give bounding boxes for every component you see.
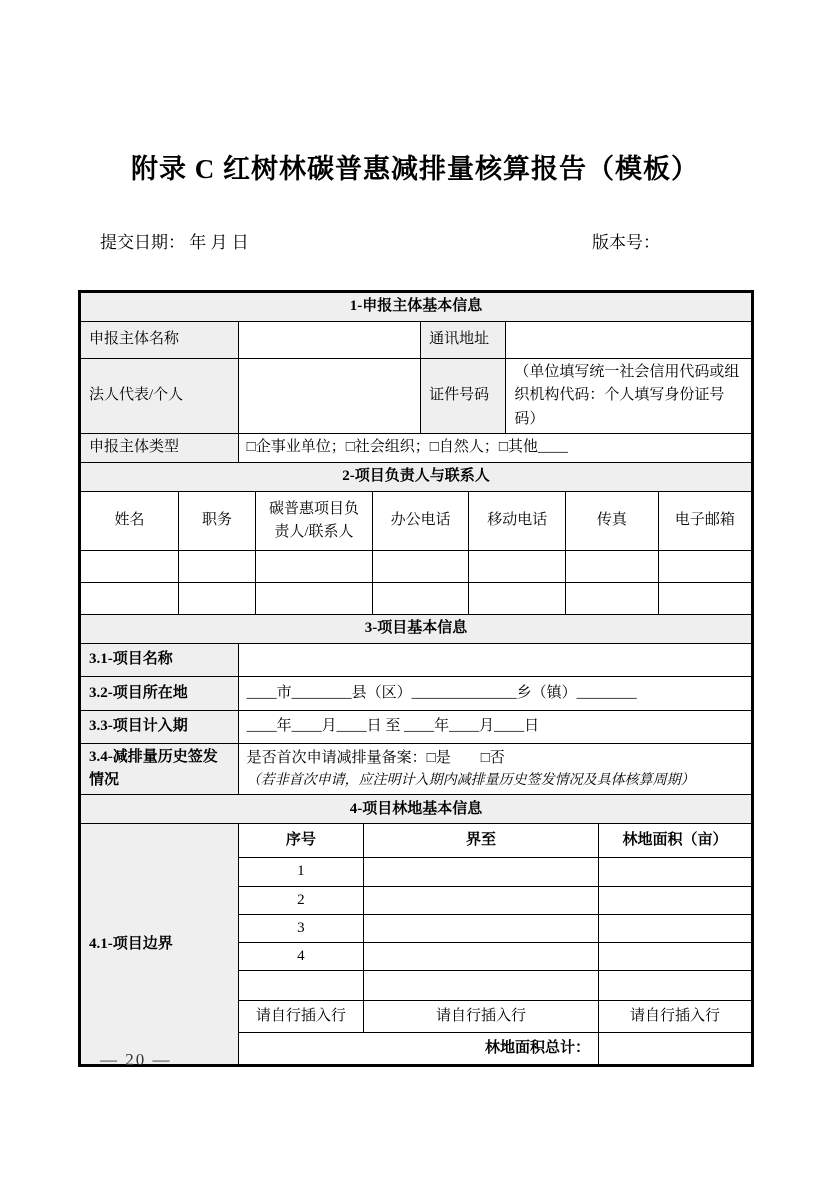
- table-cell-empty: [598, 886, 751, 914]
- first-application-checkboxes: 是否首次申请减排量备案：□是 □否: [246, 749, 505, 766]
- version-label: 版本号：: [592, 233, 660, 252]
- table-cell-empty: [364, 858, 599, 886]
- col-project-contact: 碳普惠项目负责人/联系人: [256, 491, 373, 550]
- project-name-label: 3.1-项目名称: [81, 643, 239, 676]
- applicant-type-options: □企事业单位；□社会组织；□自然人；□其他____: [238, 433, 751, 462]
- section4-header: 4-项目林地基本信息: [81, 795, 752, 824]
- row-number: 3: [238, 914, 363, 942]
- mailing-address-label: 通讯地址: [421, 322, 506, 359]
- table-cell-empty: [658, 550, 751, 582]
- col-forest-area: 林地面积（亩）: [598, 824, 751, 858]
- issuance-history-note: （若非首次申请，应注明计入期内减排量历史签发情况及具体核算周期）: [246, 772, 695, 788]
- section1-table: [80, 292, 752, 463]
- insert-row-hint: 请自行插入行: [598, 1001, 751, 1033]
- col-position: 职务: [178, 491, 255, 550]
- col-office-phone: 办公电话: [372, 491, 469, 550]
- table-cell-empty: [469, 550, 566, 582]
- col-email: 电子邮箱: [658, 491, 751, 550]
- table-cell-empty: [469, 582, 566, 614]
- page-number: — 20 —: [100, 1050, 172, 1069]
- project-location-label: 3.2-项目所在地: [81, 676, 239, 710]
- col-mobile-phone: 移动电话: [469, 491, 566, 550]
- table-cell-empty: [256, 582, 373, 614]
- issuance-history-content: [238, 743, 751, 795]
- col-name: 姓名: [81, 491, 179, 550]
- col-fax: 传真: [566, 491, 659, 550]
- section2-header: 2-项目负责人与联系人: [81, 462, 752, 491]
- applicant-name-value: [238, 322, 421, 359]
- legal-rep-value: [238, 359, 421, 434]
- submit-date-label: 提交日期： 年 月 日: [100, 233, 249, 252]
- table-cell-empty: [372, 582, 469, 614]
- row-number: 2: [238, 886, 363, 914]
- total-area-value: [598, 1033, 751, 1065]
- table-cell-empty: [598, 858, 751, 886]
- mailing-address-value: [506, 322, 752, 359]
- insert-row-hint: 请自行插入行: [364, 1001, 599, 1033]
- id-number-note: （单位填写统一社会信用代码或组织机构代码：个人填写身份证号码）: [506, 359, 752, 434]
- section2-table: [80, 462, 752, 615]
- project-location-value: ____市________县（区）______________乡（镇）________: [238, 676, 751, 710]
- applicant-name-label: 申报主体名称: [81, 322, 239, 359]
- row-number: 1: [238, 858, 363, 886]
- legal-rep-label: 法人代表/个人: [81, 359, 239, 434]
- table-cell-empty: [364, 943, 599, 971]
- total-area-label: 林地面积总计：: [238, 1033, 598, 1065]
- crediting-period-label: 3.3-项目计入期: [81, 710, 239, 743]
- table-cell-empty: [81, 550, 179, 582]
- table-cell-empty: [598, 971, 751, 1001]
- section3-table: [80, 614, 752, 796]
- table-cell-empty: [598, 914, 751, 942]
- table-cell-empty: [364, 914, 599, 942]
- row-number: [238, 971, 363, 1001]
- row-number: 4: [238, 943, 363, 971]
- table-cell-empty: [178, 582, 255, 614]
- report-form-table: [78, 290, 754, 1067]
- page-title: 附录 C 红树林碳普惠减排量核算报告（模板）: [131, 154, 699, 184]
- meta-row: [0, 228, 830, 253]
- table-cell-empty: [372, 550, 469, 582]
- section4-table: [80, 794, 752, 1065]
- table-cell-empty: [256, 550, 373, 582]
- table-cell-empty: [364, 886, 599, 914]
- project-name-value: [238, 643, 751, 676]
- section3-header: 3-项目基本信息: [81, 614, 752, 643]
- section1-header: 1-申报主体基本信息: [81, 293, 752, 322]
- project-boundary-label: 4.1-项目边界: [81, 824, 239, 1065]
- crediting-period-value: ____年____月____日 至 ____年____月____日: [238, 710, 751, 743]
- table-cell-empty: [658, 582, 751, 614]
- table-cell-empty: [364, 971, 599, 1001]
- table-cell-empty: [178, 550, 255, 582]
- col-boundary-limits: 界至: [364, 824, 599, 858]
- table-cell-empty: [566, 582, 659, 614]
- table-cell-empty: [566, 550, 659, 582]
- id-number-label: 证件号码: [421, 359, 506, 434]
- issuance-history-label: 3.4-减排量历史签发情况: [81, 743, 239, 795]
- col-serial-number: 序号: [238, 824, 363, 858]
- table-cell-empty: [81, 582, 179, 614]
- applicant-type-label: 申报主体类型: [81, 433, 239, 462]
- insert-row-hint: 请自行插入行: [238, 1001, 363, 1033]
- table-cell-empty: [598, 943, 751, 971]
